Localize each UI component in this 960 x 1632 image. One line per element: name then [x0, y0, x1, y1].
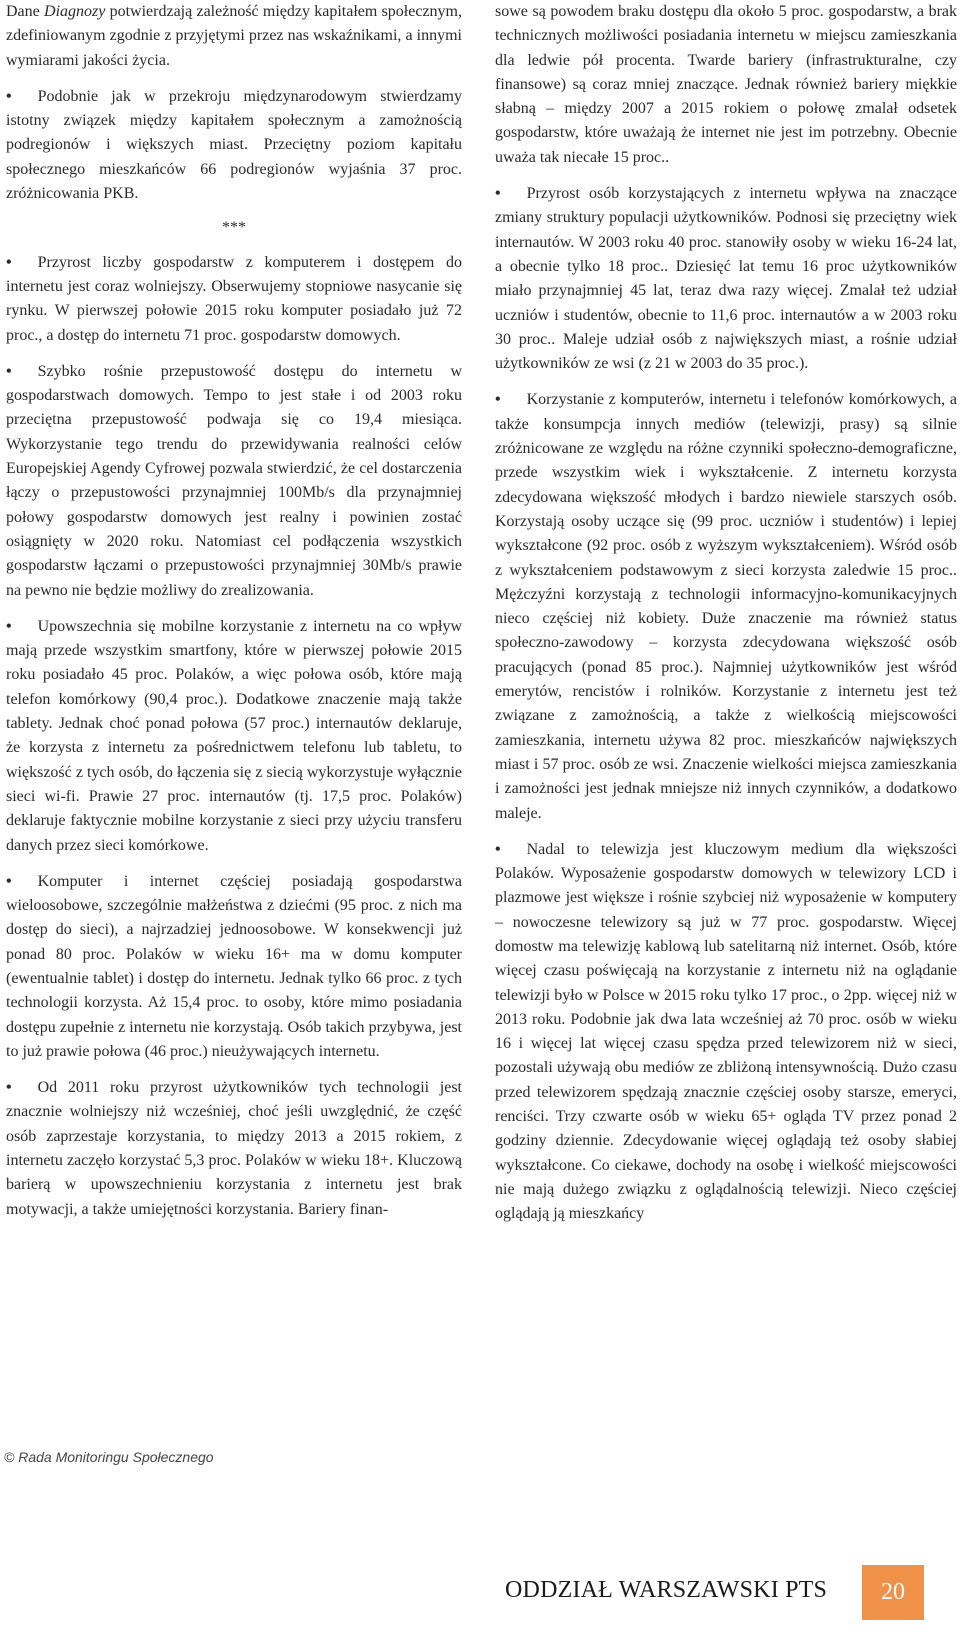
intro-paragraph — [6, 0, 462, 73]
bullet-paragraph-2 — [6, 251, 462, 348]
bullet-icon: • — [6, 87, 12, 105]
diagnoza-title: Diagnozy — [44, 3, 106, 20]
bullet-icon: • — [495, 185, 501, 203]
section-separator: *** — [222, 219, 246, 237]
continuation-paragraph: sowe są powodem braku dostępu dla około 5 proc. gospodarstw, a brak technicznych możliwości posiadania internetu w miejscu zamieszkania dla ledwie pół procenta. Twarde bariery (infrastrukturalne, czy finansowe) są coraz mniej znaczące. Jednak również bariery miękkie słabną – między 2007 a 2015 rokiem o połowę zmalał odsetek gospodarstw, które uważają że internet nie jest im potrzebny. Obecnie uważa tak niecałe 15 proc.. — [495, 3, 957, 166]
right-column — [495, 0, 957, 1239]
bullet-text: Korzystanie z komputerów, internetu i telefonów komórkowych, a także konsumpcja innych mediów (telewizji, prasy) są silnie zróżnicowane ze względu na różne czynniki społeczno-demograficzne, przede wszystkim wiek i wykształcenie. Z internetu korzysta zdecydowana większość młodych i bardzo niewiele starszych osób. Korzystają osoby uczące się (99 proc. uczniów i studentów) i lepiej wykształcone (92 proc. osób z wyższym wykształceniem). Wśród osób z wykształceniem podstawowym z sieci korzysta zaledwie 15 proc.. Mężczyźni korzystają z technologii informacyjno-komunikacyjnych nieco częściej niż kobiety. Duże znaczenie ma również status społeczno-zawodowy – korzysta zdecydowana większość osób pracujących (ponad 85 proc.). Najmniej użytkowników jest wśród emerytów, rencistów i rolników. Korzystanie z internetu jest też związane z zamożnością, a także z wielkością miejscowości zamieszkania, internetu używa 82 proc. mieszkańców największych miast i 57 proc. osób ze wsi. Znaczenie wielkości miejsca zamieszkania i zamożności jest jednak mniejsze niż innych czynników, a dodatkowo maleje. — [495, 391, 957, 822]
bullet-paragraph-4 — [6, 615, 462, 858]
copyright-notice: © Rada Monitoringu Społecznego — [4, 1449, 214, 1465]
intro-text-start: Dane — [6, 3, 45, 20]
bullet-icon: • — [6, 362, 12, 380]
bullet-text: Przyrost osób korzystających z internetu wpływa na znaczące zmiany struktury populacji użytkowników. Podnosi się przeciętny wiek internautów. W 2003 roku 40 proc. stanowiły osoby w wieku 16-24 lat, a obecnie tylko 18 proc.. Dziesięć lat temu 16 proc użytkowników miało przynajmniej 45 lat, teraz dwa razy więcej. Zmalał też udział uczniów i studentów, obecnie to 11,6 proc. internautów a w 2003 roku 30 proc.. Maleje udział osób z największych miast, a rośnie udział użytkowników ze wsi (z 21 w 2003 do 35 proc.). — [495, 185, 957, 373]
bullet-paragraph-3 — [6, 360, 462, 603]
bullet-paragraph-1 — [6, 85, 462, 206]
bullet-text: Komputer i internet częściej posiadają gospodarstwa wieloosobowe, szczególnie małżeństwa z dziećmi (95 proc. z nich ma dostęp do sieci), a najrzadziej jednoosobowe. W konsekwencji już ponad 80 proc. Polaków w wieku 16+ ma w domu komputer (ewentualnie tablet) i dostęp do internetu. Jednak tylko 66 proc. z tych technologii korzysta. Aż 15,4 proc. to osoby, które mimo posiadania dostępu zupełnie z internetu nie korzystają. Osób takich przybywa, jest to już prawie połowa (46 proc.) nieużywających internetu. — [6, 872, 462, 1060]
bullet-paragraph-8 — [495, 388, 957, 825]
bullet-text: Przyrost liczby gospodarstw z komputerem i dostępem do internetu jest coraz wolniejszy. Obserwujemy stopniowe nasycanie się rynku. W pierwszej połowie 2015 roku komputer posiadało już 72 proc., a dostęp do internetu 71 proc. gospodarstw domowych. — [6, 253, 462, 344]
bullet-paragraph-5 — [6, 870, 462, 1064]
footer-title: ODDZIAŁ WARSZAWSKI PTS — [505, 1577, 828, 1603]
bullet-text: Od 2011 roku przyrost użytkowników tych technologii jest znacznie wolniejszy niż wcześniej, choć jeśli uwzględnić, że część osób zaprzestaje korzystania, to między 2013 a 2015 rokiem, z internetu zaczęło korzystać 5,3 proc. Polaków w wieku 18+. Kluczową barierą w upowszechnieniu korzystania z internetu jest brak motywacji, a także umiejętności korzystania. Bariery finan- — [6, 1079, 462, 1218]
bullet-text: Upowszechnia się mobilne korzystanie z internetu na co wpływ mają przede wszystkim smartfony, które w pierwszej połowie 2015 roku posiadało 45 proc. Polaków, a więc połowa osób, które mają telefon komórkowy (90,4 proc.). Dodatkowe znaczenie mają także tablety. Jednak choć ponad połowa (57 proc.) internautów deklaruje, że korzysta z internetu za pośrednictwem telefonu lub tabletu, to większość z tych osób, do łączenia się z siecią wykorzystuje wyłącznie sieci wi-fi. Prawie 27 proc. internautów (tj. 17,5 proc. Polaków) deklaruje faktycznie mobilne korzystanie z sieci przy użyciu transferu danych przez sieci komórkowe. — [6, 617, 462, 854]
intro-text-end: potwierdzają zależność między kapitałem społecznym, zdefiniowanym zgodnie z przyjętymi przez nas wskaźnikami, a innymi wymiarami jakości życia. — [6, 3, 462, 69]
left-column — [6, 0, 462, 1234]
bullet-text: Szybko rośnie przepustowość dostępu do internetu w gospodarstwach domowych. Tempo to jest stałe i od 2003 roku przeciętna przepustowość podwaja się co 19,4 miesiąca. Wykorzystanie tego trendu do przewidywania realności celów Europejskiej Agendy Cyfrowej pozwala stwierdzić, że cel dostarczenia łączy o przepustowości przynajmniej 100Mb/s dla przynajmniej połowy gospodarstw domowych jest realny i powinien zostać osiągnięty w 2020 roku. Natomiast cel podłączenia wszystkich gospodarstw łączami o przepustowości przynajmniej 30Mb/s prawie na pewno nie będzie możliwy do zrealizowania. — [6, 362, 462, 599]
page-number: 20 — [862, 1565, 924, 1620]
bullet-paragraph-7 — [495, 182, 957, 376]
bullet-icon: • — [6, 617, 12, 635]
bullet-paragraph-6 — [6, 1076, 462, 1222]
bullet-icon: • — [495, 391, 501, 409]
bullet-icon: • — [6, 253, 12, 271]
bullet-icon: • — [6, 872, 12, 890]
bullet-text: Nadal to telewizja jest kluczowym medium dla większości Polaków. Wyposażenie gospodarstw domowych w telewizory LCD i plazmowe jest większe i rośnie szybciej niż wyposażenie w komputery – nowoczesne telewizory są już w 77 proc. gospodarstw. Więcej domostw ma telewizję kablową lub satelitarną niż internet. Osób, które więcej czasu poświęcają na korzystanie z internetu niż na oglądanie telewizji było w Polsce w 2015 roku tylko 17 proc., o 2pp. więcej niż w 2013 roku. Podobnie jak dwa lata wcześniej aż 70 proc. osób w wieku 16 i więcej lat więcej czasu spędza przed telewizorem niż w sieci, pozostali używają obu mediów ze zbliżoną intensywnością. Dużo czasu przed telewizorem spędzają znacznie częściej osoby starsze, emeryci, renciści. Trzy czwarte osób w wieku 65+ ogląda TV przez ponad 2 godziny dziennie. Zdecydowanie więcej oglądają też osoby słabiej wykształcone. Co ciekawe, dochody na osobę i wielkość miejscowości nie mają dużego związku z oglądalnością telewizji. Nieco częściej oglądają ją mieszkańcy — [495, 840, 957, 1223]
bullet-icon: • — [495, 840, 501, 858]
bullet-paragraph-9 — [495, 838, 957, 1227]
bullet-text: Podobnie jak w przekroju międzynarodowym stwierdzamy istotny związek między kapitałem społecznym a zamożnością podregionów i większych miast. Przeciętny poziom kapitału społecznego mieszkańców 66 podregionów wyjaśnia 37 proc. zróżnicowania PKB. — [6, 87, 462, 203]
bullet-icon: • — [6, 1079, 12, 1097]
